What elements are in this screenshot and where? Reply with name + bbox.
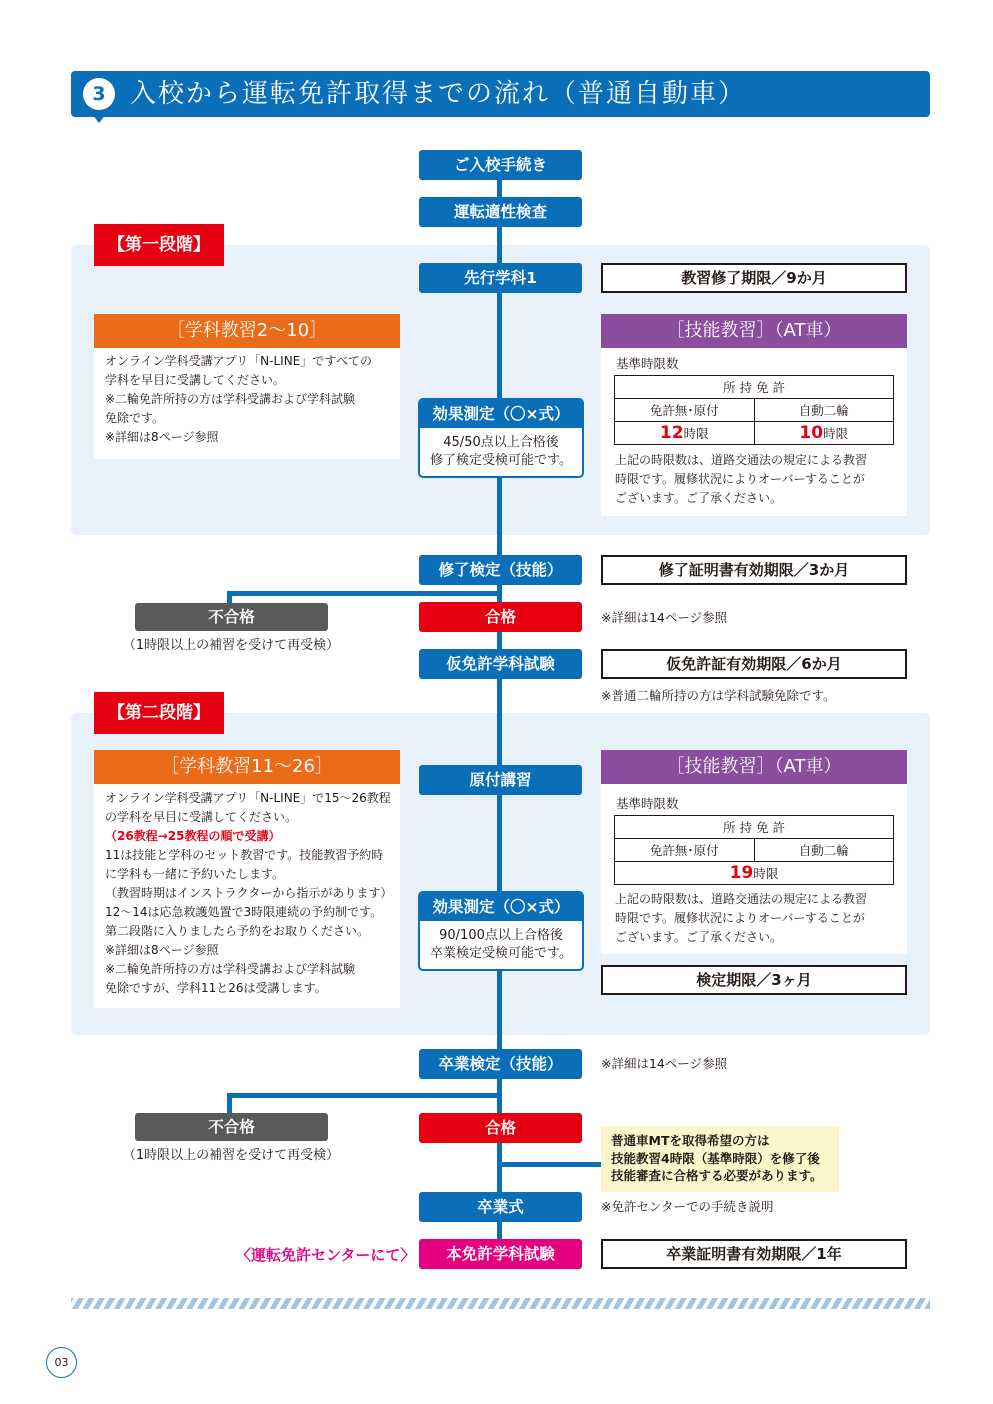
- retake-note-1: （1時限以上の補習を受けて再受検）: [122, 638, 340, 653]
- stage2-hours-value-cell: [615, 862, 894, 885]
- mt-branch-line: [499, 1162, 602, 1167]
- stage2-academic-line: 11は技能と学科のセット教習です。技能教習予約時: [105, 848, 384, 862]
- fail-branch-line-1: [227, 591, 502, 596]
- stage2-academic-line: ※二輪免許所持の方は学科受講および学科試験: [105, 962, 356, 976]
- detail-page-14-note-2: ※詳細は14ページ参照: [601, 1056, 728, 1071]
- stage1-hours-no-license: [615, 422, 755, 445]
- step-graduation-exam: 卒業検定（技能）: [419, 1049, 582, 1079]
- stage1-academic-line: オンライン学科受講アプリ「N-LINE」ですべての: [105, 354, 373, 368]
- fail-branch-line-2: [227, 1093, 502, 1098]
- stage2-academic-order-note: （26教程→25教程の順で受講）: [105, 829, 281, 843]
- stage2-hours-value: 19: [729, 863, 754, 883]
- step-completion-exam: 修了検定（技能）: [419, 555, 582, 585]
- step-advance-lecture: 先行学科1: [419, 263, 582, 293]
- second-effect-test-line1: 90/100点以上合格後: [439, 928, 563, 943]
- page-title: 入校から運転免許取得までの流れ（普通自動車）: [130, 79, 747, 109]
- stage2-tag: 【第二段階】: [94, 692, 224, 734]
- first-effect-test-body: [420, 428, 582, 470]
- second-effect-test-line2: 卒業検定受検可能です。: [430, 946, 572, 961]
- stage1-hours-value-2: 10: [799, 423, 824, 443]
- first-effect-test-title: 効果測定（〇×式）: [420, 400, 582, 428]
- step-admission: ご入校手続き: [419, 150, 582, 180]
- stage2-academic-line: ※詳細は8ページ参照: [105, 943, 219, 957]
- mt-note-line: 技能審査に合格する必要があります。: [611, 1168, 823, 1183]
- license-center-label: 〈運転免許センターにて〉: [236, 1246, 416, 1264]
- stage2-academic-body: [94, 784, 400, 1008]
- stage2-academic-line: の学科を早目に受講してください。: [105, 810, 298, 824]
- step-fail-1: 不合格: [135, 603, 328, 631]
- motorcycle-exempt-note: ※普通二輪所持の方は学科試験免除です。: [601, 688, 836, 703]
- step-aptitude-test: 運転適性検査: [419, 197, 582, 227]
- second-effect-test-title: 効果測定（〇×式）: [420, 893, 582, 921]
- stage1-hours-unit-2: 時限: [823, 426, 849, 441]
- stage2-academic-line: 第二段階に入りましたら予約をお取りください。: [105, 924, 370, 938]
- step-moped-lecture: 原付講習: [419, 765, 582, 795]
- stage2-license-header: 所 持 免 許: [615, 816, 894, 839]
- stage1-academic-line: 免除です。: [105, 411, 165, 425]
- fail-branch-drop-2: [227, 1093, 232, 1115]
- stage1-academic-line: 学科を早目に受講してください。: [105, 373, 286, 387]
- stage1-skills-note-line: ございます。ご了承ください。: [615, 491, 783, 505]
- stage2-skills-note-line: 上記の時限数は、道路交通法の規定による教習: [615, 892, 868, 906]
- stage2-academic-heading: ［学科教習11～26］: [94, 750, 400, 784]
- stage1-skills-note-line: 時限です。履修状況によりオーバーすることが: [615, 472, 865, 486]
- step-pass-2: 合格: [419, 1113, 582, 1143]
- stage2-hours-unit: 時限: [753, 866, 779, 881]
- page-number: 03: [46, 1347, 77, 1378]
- step-pass-1: 合格: [419, 602, 582, 632]
- step-final-written-exam: 本免許学科試験: [419, 1239, 582, 1269]
- stage2-academic-line: （教習時期はインストラクターから指示があります）: [105, 886, 393, 900]
- mt-requirement-note: [601, 1126, 839, 1192]
- stage2-col-motorcycle: 自動二輪: [754, 839, 894, 862]
- mt-note-line: 技能教習4時限（基準時限）を修了後: [611, 1150, 820, 1166]
- stage2-academic-line: オンライン学科受講アプリ「N-LINE」で15～26教程: [105, 791, 391, 805]
- stage2-skills-note-line: 時限です。履修状況によりオーバーすることが: [615, 911, 865, 925]
- stage1-academic-line: ※二輪免許所持の方は学科受講および学科試験: [105, 392, 356, 406]
- stage2-col-no-license: 免許無･原付: [615, 839, 755, 862]
- provisional-license-validity: 仮免許証有効期限／6か月: [601, 649, 907, 679]
- stage1-col-no-license: 免許無･原付: [615, 399, 755, 422]
- mt-note-line: 普通車MTを取得希望の方は: [611, 1133, 770, 1148]
- stage2-academic-line: に学科も一緒に予約いたします。: [105, 867, 285, 881]
- stage1-skills-note-line: 上記の時限数は、道路交通法の規定による教習: [615, 453, 868, 467]
- step-provisional-written-exam: 仮免許学科試験: [419, 649, 582, 679]
- stage1-col-motorcycle: 自動二輪: [754, 399, 894, 422]
- stage1-base-hours-label: 基準時限数: [616, 356, 679, 371]
- stage1-hours-value-1: 12: [659, 423, 684, 443]
- stage1-hours-unit-1: 時限: [683, 426, 709, 441]
- stage1-academic-heading: ［学科教習2～10］: [94, 314, 400, 348]
- graduation-cert-validity: 卒業証明書有効期限／1年: [601, 1239, 907, 1269]
- stage1-tag: 【第一段階】: [94, 224, 224, 266]
- stage1-deadline-box: 教習修了期限／9か月: [601, 263, 907, 293]
- stage2-deadline-box: 検定期限／3ヶ月: [601, 965, 907, 995]
- stage1-skills-notes: [615, 451, 867, 508]
- step-fail-2: 不合格: [135, 1113, 328, 1141]
- first-effect-test-line1: 45/50点以上合格後: [443, 435, 559, 450]
- detail-page-14-note-1: ※詳細は14ページ参照: [601, 610, 728, 625]
- stage1-academic-body: [94, 348, 400, 459]
- stage1-hours-table: [614, 375, 894, 445]
- license-center-procedure-note: ※免許センターでの手続き説明: [601, 1199, 774, 1214]
- second-effect-test-body: [420, 921, 582, 963]
- step-graduation-ceremony: 卒業式: [419, 1192, 582, 1222]
- stage2-skills-heading: ［技能教習］（AT車）: [601, 750, 907, 784]
- first-effect-test-box: [418, 398, 584, 478]
- stage2-hours-table: [614, 815, 894, 885]
- second-effect-test-box: [418, 891, 584, 971]
- stage1-skills-heading: ［技能教習］（AT車）: [601, 314, 907, 348]
- header-pointer: [92, 114, 106, 123]
- retake-note-2: （1時限以上の補習を受けて再受検）: [122, 1148, 340, 1163]
- stage2-academic-line: 免除ですが、学科11と26は受講します。: [105, 981, 327, 995]
- stage2-academic-line: 12～14は応急救護処置で3時限連続の予約制です。: [105, 905, 383, 919]
- completion-cert-validity: 修了証明書有効期限／3か月: [601, 555, 907, 585]
- stage2-base-hours-label: 基準時限数: [616, 796, 679, 811]
- stage1-license-header: 所 持 免 許: [615, 376, 894, 399]
- stage1-academic-line: ※詳細は8ページ参照: [105, 430, 219, 444]
- stage2-skills-notes: [615, 890, 867, 947]
- footer-stripe: [71, 1298, 930, 1309]
- section-number-badge: 3: [83, 78, 115, 110]
- stage1-hours-motorcycle: [754, 422, 894, 445]
- first-effect-test-line2: 修了検定受検可能です。: [430, 453, 572, 468]
- flow-spine: [497, 163, 502, 1255]
- stage2-skills-note-line: ございます。ご了承ください。: [615, 930, 783, 944]
